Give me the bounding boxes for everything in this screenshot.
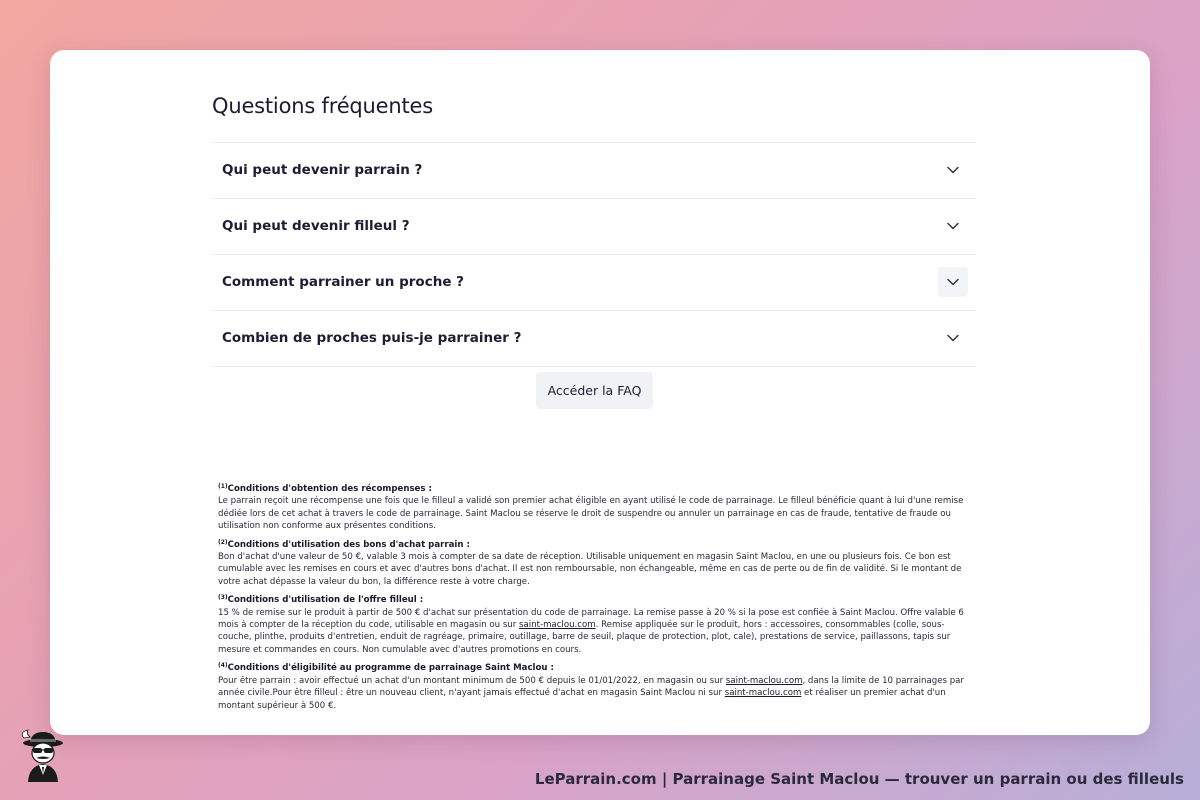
note-parrain-vouchers: [218, 539, 974, 589]
faq-item-how-many[interactable]: [212, 311, 976, 367]
faq-title: Questions fréquentes: [212, 94, 433, 118]
note-number: (2): [218, 538, 228, 546]
footer-caption: LeParrain.com | Parrainage Saint Maclou — trouver un parrain ou des filleuls: [534, 770, 1184, 788]
faq-list: [212, 142, 976, 367]
note-eligibility: [218, 662, 974, 712]
note-rewards: [218, 483, 974, 533]
chevron-down-icon[interactable]: [938, 267, 968, 297]
spy-mascot-icon: [16, 728, 72, 784]
note-title-text: Conditions d'utilisation de l'offre filleul :: [227, 595, 424, 606]
note-number: (3): [218, 594, 228, 602]
faq-question: Comment parrainer un proche ?: [222, 274, 465, 290]
saint-maclou-link[interactable]: saint-maclou.com: [724, 688, 802, 699]
note-text-part: , dans la limite de 10 parrainages par année civile.Pour être filleul : être un nouveau client, n'ayant jamais effectué d'achat en magasin Saint Maclou ni sur: [218, 675, 964, 699]
note-text-part: et réaliser un premier achat d'un montant supérieur à 500 €.: [218, 688, 946, 711]
note-text: Bon d'achat d'une valeur de 50 €, valable 3 mois à compter de sa date de réception. Utilisable uniquement en magasin Saint Maclou, en une ou plusieurs fois. Ce bon est cumulable avec les remises en cours et avec d'autres bons d'achat. Il est non remboursable, non échangeable, même en cas de perte ou de fin de validité. Si le montant de votre achat dépasse la valeur du bon, la différence reste à votre charge.: [218, 552, 962, 587]
chevron-down-icon[interactable]: [938, 323, 968, 353]
content-card: [50, 50, 1150, 735]
note-filleul-offer: [218, 594, 974, 656]
faq-item-how-to-refer[interactable]: [212, 255, 976, 311]
note-title-text: Conditions d'éligibilité au programme de parrainage Saint Maclou :: [227, 663, 554, 674]
note-text: [218, 675, 974, 712]
note-number: (4): [218, 662, 228, 670]
note-text-part: Pour être parrain : avoir effectué un achat d'un montant minimum de 500 € depuis le 01/01/2022, en magasin ou sur: [218, 675, 726, 686]
saint-maclou-link[interactable]: saint-maclou.com: [519, 620, 596, 631]
access-faq-button[interactable]: Accéder la FAQ: [536, 372, 653, 409]
faq-item-become-filleul[interactable]: [212, 199, 976, 255]
faq-question: Qui peut devenir parrain ?: [222, 162, 423, 178]
note-title-text: Conditions d'obtention des récompenses :: [227, 484, 432, 494]
faq-question: Qui peut devenir filleul ?: [222, 218, 410, 234]
note-title: [218, 594, 974, 606]
terms-notes: [218, 483, 974, 718]
note-text-part: 15 % de remise sur le produit à partir de 500 € d'achat sur présentation du code de parrainage. La remise passe à 20 % si la pose est confiée à Saint Maclou. Offre valable 6 mois à compter de la réception du code, utilisable en magasin ou sur: [218, 607, 964, 631]
faq-question: Combien de proches puis-je parrainer ?: [222, 330, 522, 346]
note-title: [218, 662, 974, 674]
chevron-down-icon[interactable]: [938, 155, 968, 185]
note-title: [218, 539, 974, 551]
note-text-part: . Remise appliquée sur le produit, hors : accessoires, consommables (colle, sous-couche, plinthe, produits d'entretien, enduit de ragréage, primaire, outillage, barre de seuil, plaque de protection, plot, cale), prestations de service, paillassons, tapis sur mesure et commandes en cours. Non cumulable avec d'autres promotions en cours.: [218, 620, 951, 655]
note-title: [218, 483, 974, 495]
chevron-down-icon[interactable]: [938, 211, 968, 241]
note-text: [218, 607, 974, 657]
saint-maclou-link[interactable]: saint-maclou.com: [725, 675, 803, 686]
note-number: (1): [218, 483, 228, 490]
note-text: Le parrain reçoit une récompense une fois que le filleul a validé son premier achat éligible en ayant utilisé le code de parrainage. Le filleul bénéficie quant à lui d'une remise dédiée lors de cet achat à travers le code de parrainage. Saint Maclou se réserve le droit de suspendre ou annuler un parrainage en cas de fraude, tentative de fraude ou utilisation non conforme aux présentes conditions.: [218, 496, 964, 532]
faq-item-become-parrain[interactable]: [212, 143, 976, 199]
note-title-text: Conditions d'utilisation des bons d'achat parrain :: [227, 539, 470, 550]
